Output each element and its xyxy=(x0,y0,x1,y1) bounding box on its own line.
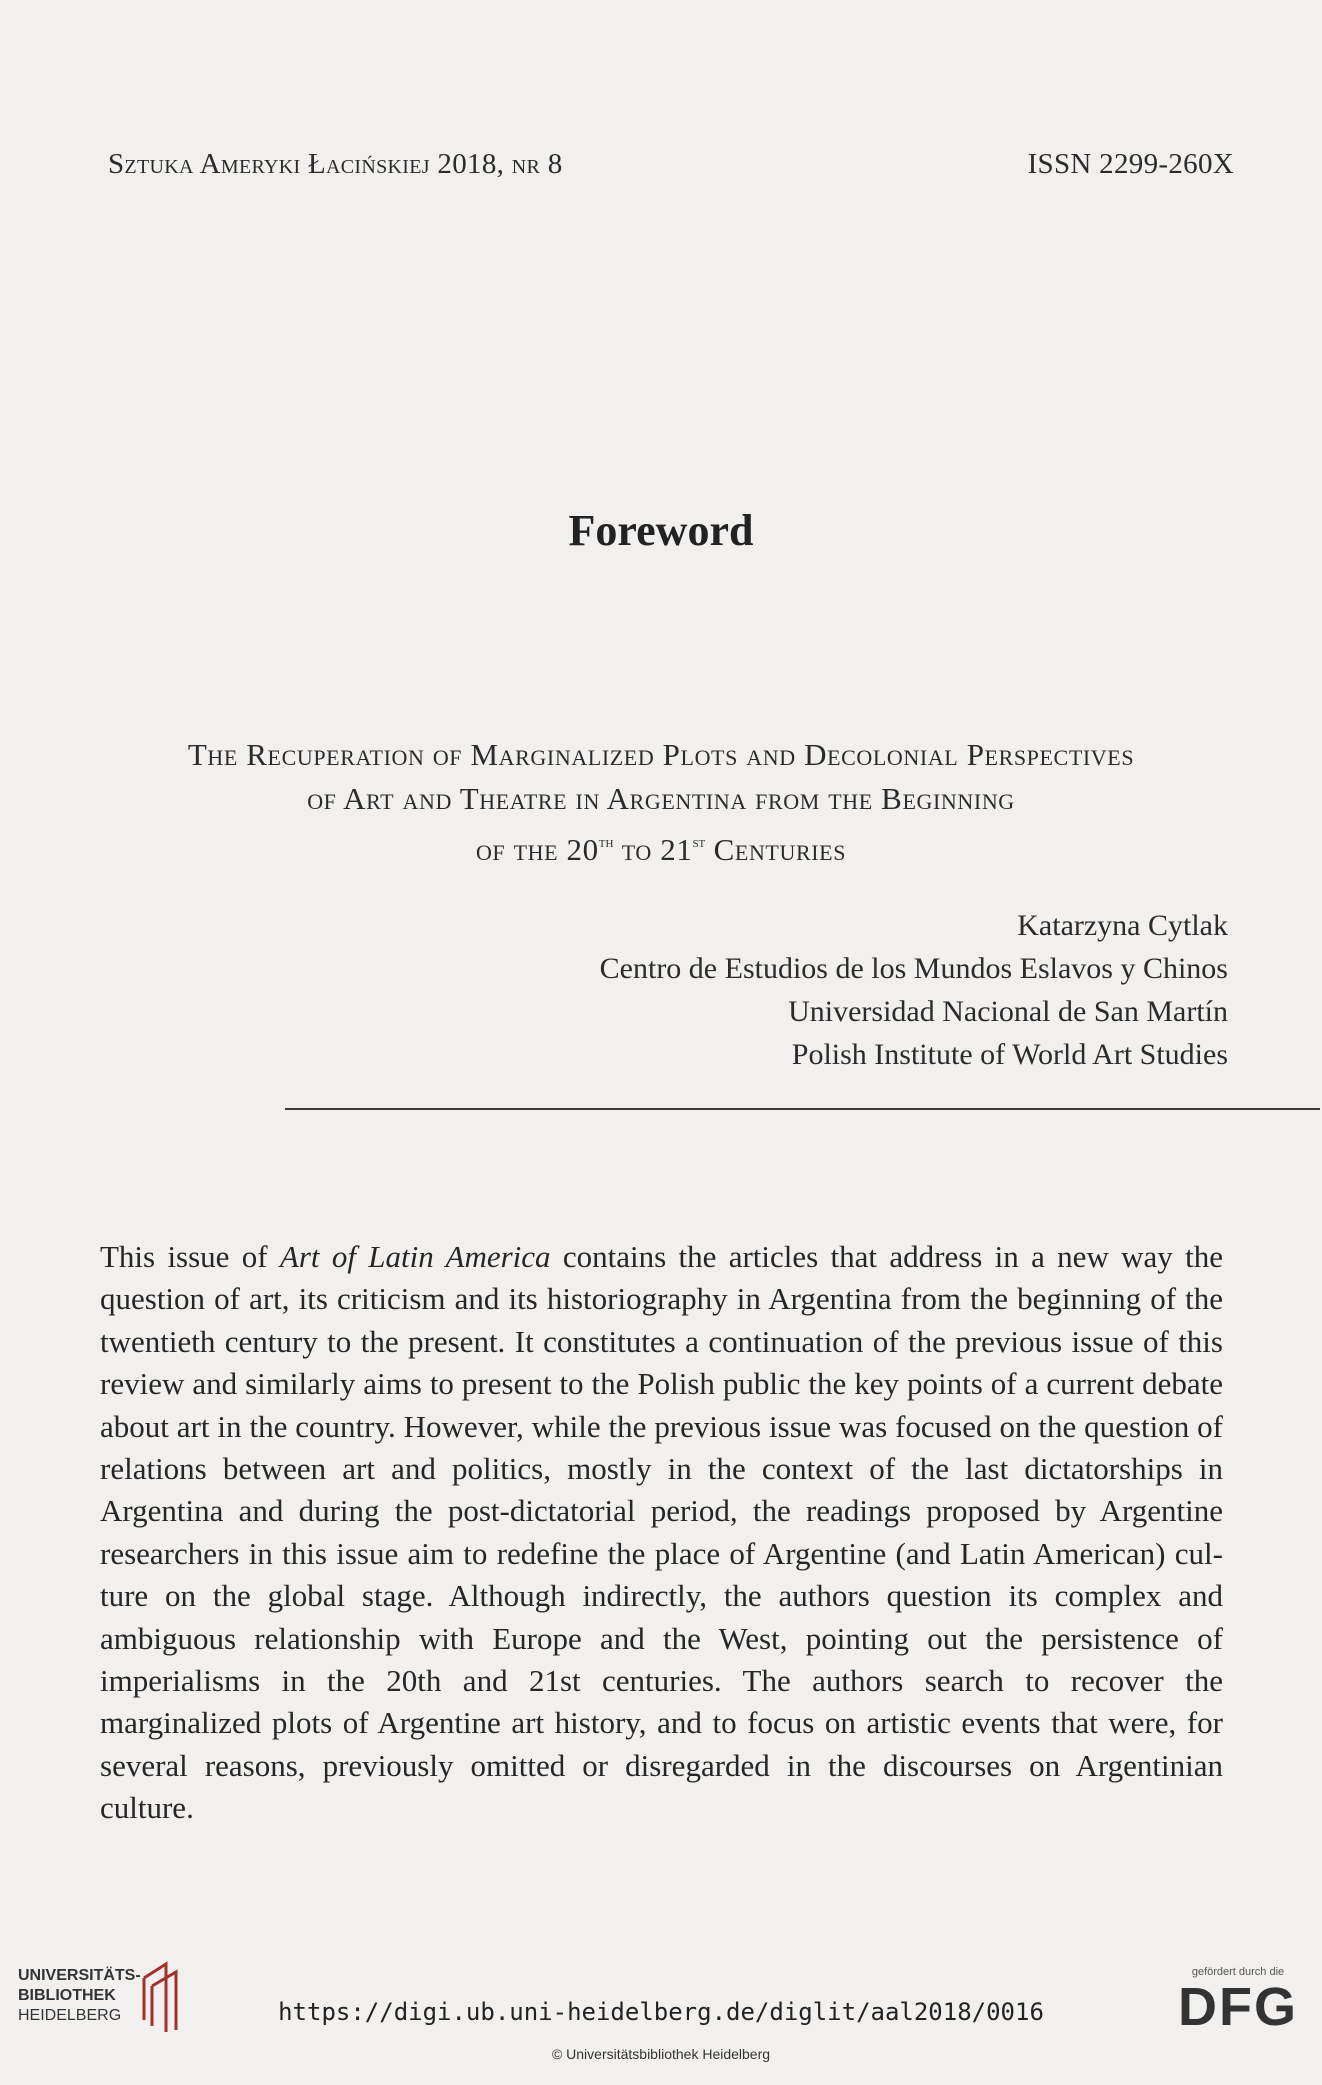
body-text-start: This issue of xyxy=(100,1239,280,1274)
subtitle-line-3 xyxy=(70,821,1252,872)
journal-title-italic: Art of Latin America xyxy=(279,1239,551,1274)
author-affiliation-3: Polish Institute of World Art Studies xyxy=(791,1038,1228,1071)
permalink-url[interactable]: https://digi.ub.uni-heidelberg.de/diglit/aal2018/0016 xyxy=(278,1998,1044,2026)
dfg-funding-logo xyxy=(1178,1966,1298,2036)
funded-by-label: gefördert durch die xyxy=(1191,1966,1285,1978)
author-affiliation-1: Centro de Estudios de los Mundos Eslavos y Chinos xyxy=(599,952,1228,985)
author-block xyxy=(600,904,1228,1076)
issue-number: 8 xyxy=(547,148,563,180)
author-name: Katarzyna Cytlak xyxy=(1017,909,1228,942)
subtitle-line-3-b: to 21 xyxy=(613,832,693,867)
copyright-notice: © Universitätsbibliothek Heidelberg xyxy=(551,2046,771,2062)
superscript-th: th xyxy=(598,835,614,851)
page-title: Foreword xyxy=(568,506,754,555)
issue-number-label: nr xyxy=(511,148,541,180)
subtitle-line-3-c: Centuries xyxy=(705,832,847,867)
footer xyxy=(0,1946,1322,2085)
subtitle-line-1: The Recuperation of Marginalized Plots and Decolonial Perspectives xyxy=(187,737,1135,772)
journal-year: 2018, xyxy=(437,148,505,180)
library-line-3: HEIDELBERG xyxy=(18,2007,122,2024)
superscript-st: st xyxy=(692,835,706,851)
divider-rule xyxy=(285,1108,1320,1110)
subtitle-line-3-a: of the 20 xyxy=(475,832,599,867)
journal-name: Sztuka Ameryki Łacińskiej xyxy=(108,148,430,180)
running-head-journal xyxy=(108,148,563,181)
body-paragraph xyxy=(100,1236,1223,1830)
library-line-2: BIBLIOTHEK xyxy=(18,1987,116,2004)
body-text-rest: contains the articles that address in a new way the question of art, its criticism and its historiography in Argentina from the beginning of the twentieth century to the present. It constitutes a continuation of the previous issue of this review and similarly aims to present to the Polish public the key points of a current debate about art in the country. However, while the previous issue was focused on the question of relations between art and politics, mostly in the context of the last dictatorships in Argentina and during the post-dictatorial period, the readings proposed by Argentine researchers in this issue aim to redefine the place of Argentine (and Latin American) culture on the global stage. Although indirectly, the authors question its complex and ambiguous relationship with Europe and the West, pointing out the persistence of imperialisms in the 20th and 21st centuries. The authors search to recover the marginalized plots of Argentine art history, and to focus on artistic events that were, for several reasons, previously omitted or disregarded in the discourses on Argentinian culture. xyxy=(100,1239,1223,1826)
dfg-logo-text: DFG xyxy=(1178,1977,1298,2037)
article-subtitle xyxy=(70,733,1252,872)
library-line-1: UNIVERSITÄTS- xyxy=(18,1967,141,1984)
running-head-issn: ISSN 2299-260X xyxy=(1027,148,1234,180)
subtitle-line-2: of Art and Theatre in Argentina from the Beginning xyxy=(307,781,1015,816)
author-affiliation-2: Universidad Nacional de San Martín xyxy=(788,995,1228,1028)
